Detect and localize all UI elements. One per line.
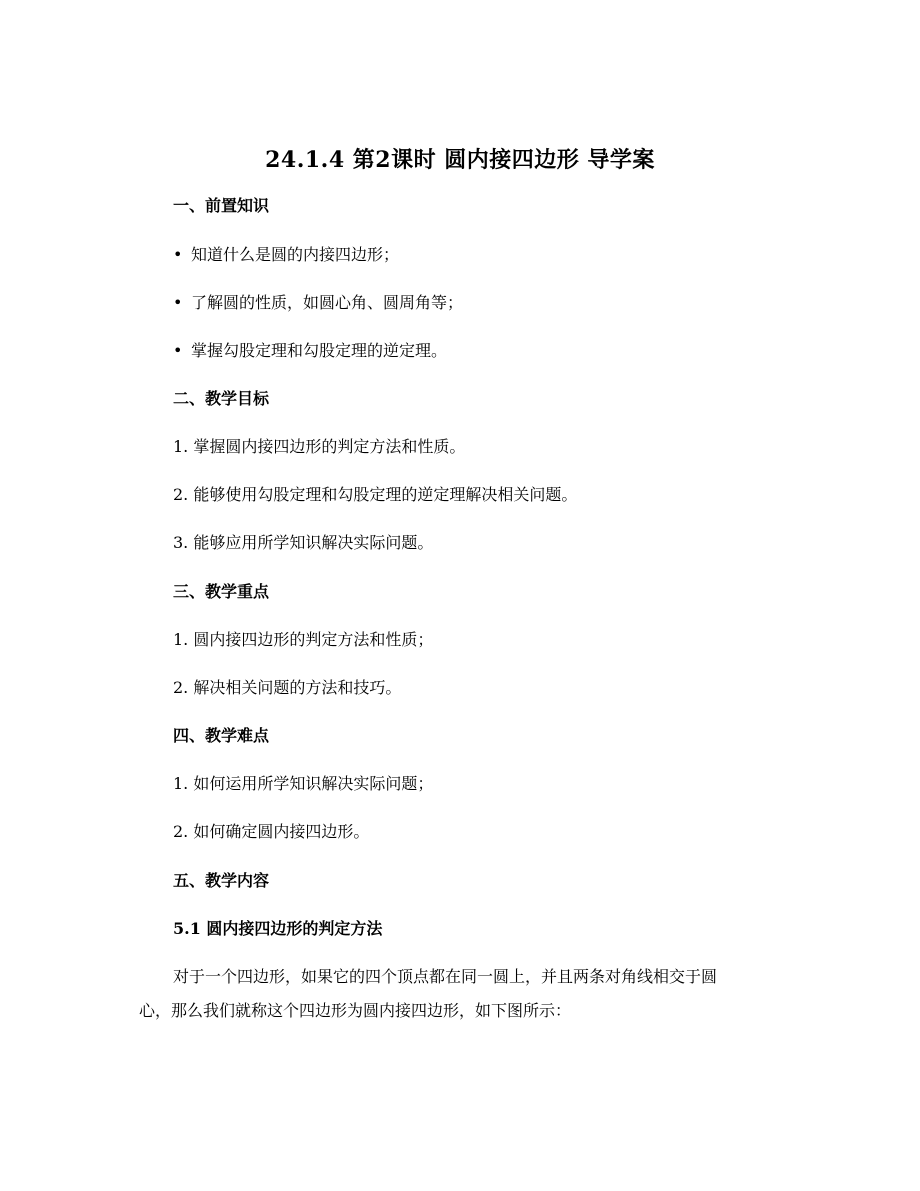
sub-heading-criteria: 5.1 圆内接四边形的判定方法 [173,919,383,938]
list-item: 1. 如何运用所学知识解决实际问题； [173,774,434,793]
bullet-icon: • [173,245,183,264]
list-item: 1. 圆内接四边形的判定方法和性质； [173,630,434,649]
bullet-icon: • [173,293,183,312]
paragraph-line-2: 心，那么我们就称这个四边形为圆内接四边形，如下图所示： [139,1001,572,1020]
paragraph-line-1: 对于一个四边形，如果它的四个顶点都在同一圆上，并且两条对角线相交于圆 [173,967,718,986]
section-heading-difficulties: 四、教学难点 [173,726,270,745]
list-item: • 知道什么是圆的内接四边形； [173,245,400,264]
list-item: 2. 解决相关问题的方法和技巧。 [173,678,402,697]
list-item: 3. 能够应用所学知识解决实际问题。 [173,533,434,552]
section-heading-teaching-goals: 二、教学目标 [173,389,270,408]
section-heading-key-points: 三、教学重点 [173,582,270,601]
list-item: 2. 如何确定圆内接四边形。 [173,822,370,841]
list-item: • 掌握勾股定理和勾股定理的逆定理。 [173,341,448,360]
list-item: 2. 能够使用勾股定理和勾股定理的逆定理解决相关问题。 [173,485,578,504]
section-heading-content: 五、教学内容 [173,871,270,890]
section-heading-prior-knowledge: 一、前置知识 [173,196,270,215]
bullet-icon: • [173,341,183,360]
list-item: 1. 掌握圆内接四边形的判定方法和性质。 [173,437,466,456]
list-item: • 了解圆的性质，如圆心角、圆周角等； [173,293,464,312]
page-title: 24.1.4 第2课时 圆内接四边形 导学案 [265,147,655,173]
